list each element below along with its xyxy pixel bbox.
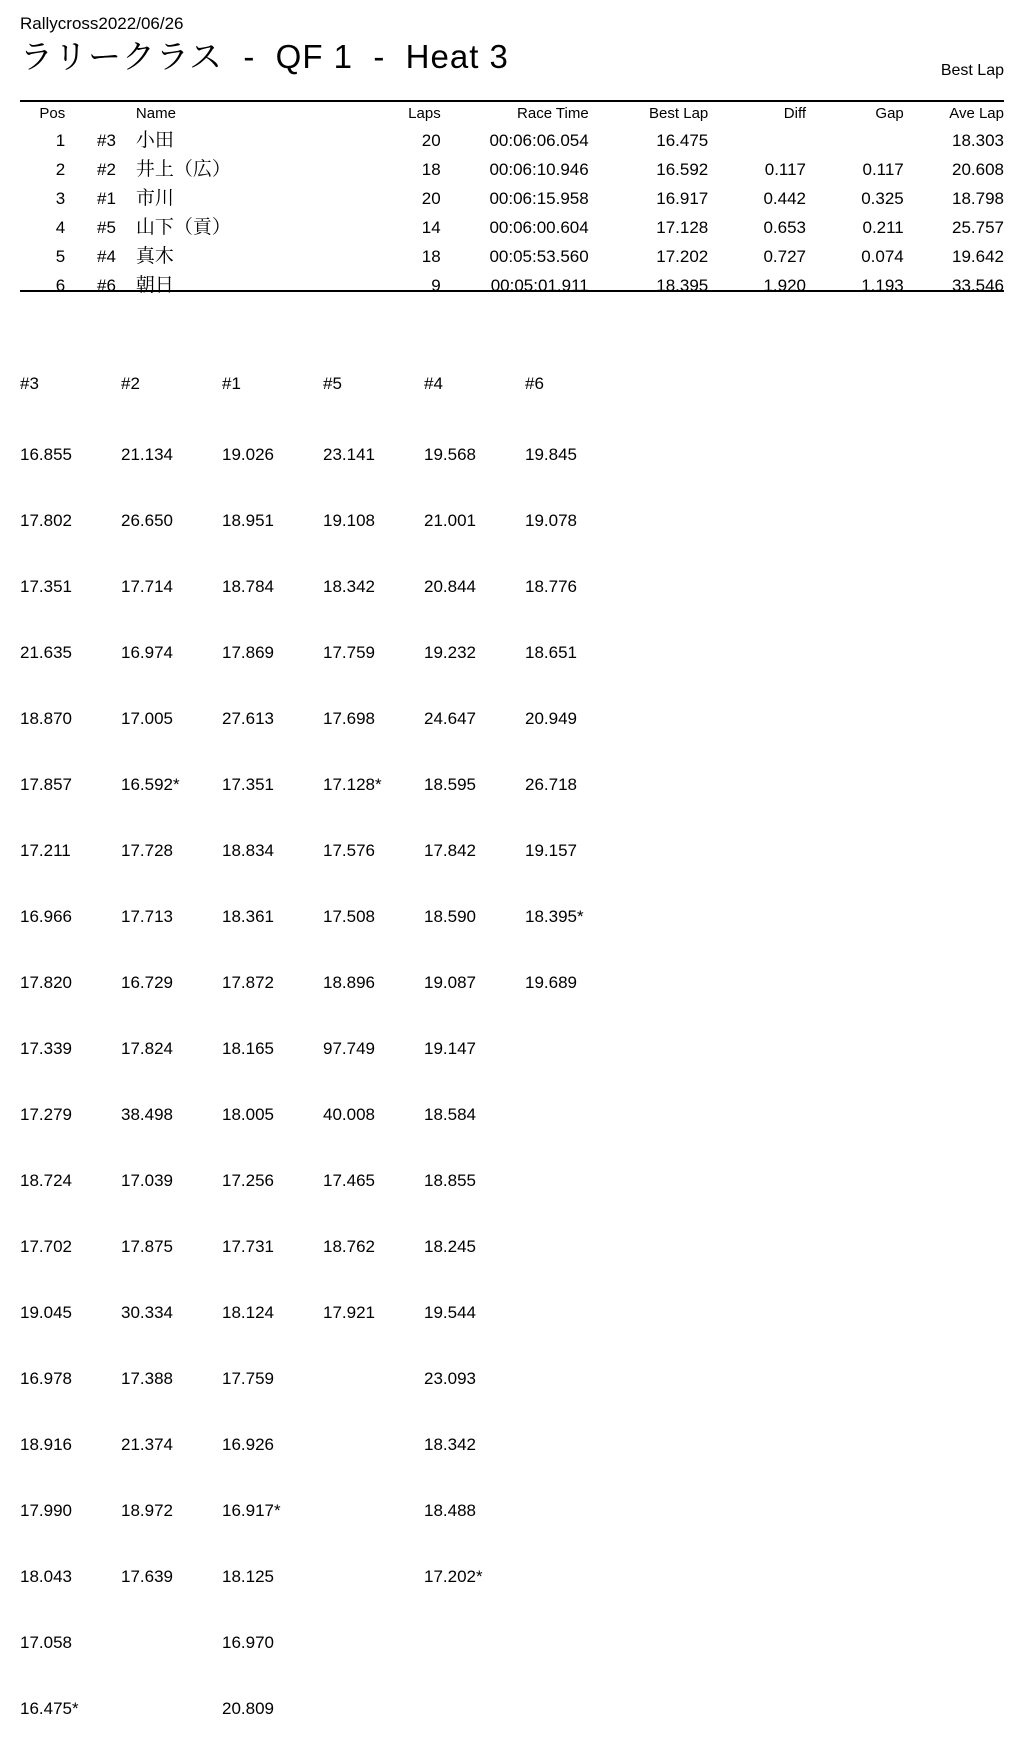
lap-time: 16.978 [20, 1369, 72, 1388]
cell-pos: 3 [55, 189, 66, 208]
cell-laps: 9 [431, 276, 441, 295]
column-header-pos: Pos [39, 105, 66, 122]
lap-time: 17.005 [121, 709, 173, 728]
lap-time: 16.966 [20, 907, 72, 926]
cell-racetime: 00:05:01.911 [490, 276, 589, 295]
cell-racetime: 00:06:06.054 [489, 131, 589, 150]
cell-car: #2 [96, 160, 116, 179]
lap-time: 19.845 [525, 445, 577, 464]
cell-avelap: 33.546 [952, 276, 1004, 295]
cell-diff: 0.442 [763, 189, 807, 208]
lap-time: 19.108 [323, 511, 375, 530]
cell-diff: 0.727 [763, 247, 807, 266]
lap-time: 19.087 [424, 973, 476, 992]
cell-gap [806, 127, 904, 156]
lap-column-car-6 [525, 330, 626, 1762]
lap-time: 18.651 [525, 643, 577, 662]
lap-time: 16.729 [121, 973, 173, 992]
cell-name: 市川 [135, 188, 174, 209]
lap-time: 17.759 [222, 1369, 274, 1388]
lap-column-car-label: #2 [121, 374, 140, 393]
lap-time: 18.834 [222, 841, 274, 860]
lap-time: 18.342 [424, 1435, 476, 1454]
page-title: ラリークラス - QF 1 - Heat 3 [20, 38, 509, 75]
cell-gap: 1.193 [861, 276, 904, 295]
cell-bestlap: 16.592 [656, 160, 709, 179]
lap-time: 17.921 [323, 1303, 375, 1322]
lap-time: 17.731 [222, 1237, 274, 1256]
cell-racetime: 00:05:53.560 [489, 247, 589, 266]
lap-time: 18.776 [525, 577, 577, 596]
lap-time: 16.970 [222, 1633, 274, 1652]
lap-time: 19.045 [20, 1303, 72, 1322]
table-row [20, 127, 1004, 156]
lap-column-car-label: #4 [424, 374, 443, 393]
lap-column-car-4 [424, 330, 525, 1762]
cell-laps: 20 [421, 131, 441, 150]
lap-time: 17.339 [20, 1039, 72, 1058]
cell-gap: 0.117 [862, 160, 904, 179]
lap-time: 17.639 [121, 1567, 173, 1586]
cell-gap: 0.211 [862, 218, 904, 237]
table-row [20, 272, 1004, 301]
lap-time: 18.342 [323, 577, 375, 596]
cell-avelap: 18.303 [952, 131, 1004, 150]
lap-time: 18.724 [20, 1171, 72, 1190]
lap-time: 16.974 [121, 643, 173, 662]
lap-time: 17.698 [323, 709, 375, 728]
lap-time: 17.869 [222, 643, 274, 662]
table-row [20, 214, 1004, 243]
lap-time: 17.256 [222, 1171, 274, 1190]
column-header-car [65, 104, 122, 127]
cell-laps: 18 [421, 247, 441, 266]
lap-time: 18.005 [222, 1105, 274, 1124]
table-row [20, 156, 1004, 185]
table-row [20, 243, 1004, 272]
lap-time: 17.759 [323, 643, 375, 662]
results-table [20, 104, 1004, 301]
cell-gap: 0.074 [861, 247, 904, 266]
column-header-racetime: Race Time [517, 105, 589, 122]
cell-bestlap: 17.202 [656, 247, 709, 266]
lap-time: 18.870 [20, 709, 72, 728]
lap-time: 18.951 [222, 511, 274, 530]
lap-time: 18.245 [424, 1237, 476, 1256]
lap-time: 17.702 [20, 1237, 72, 1256]
cell-racetime: 00:06:15.958 [489, 189, 589, 208]
lap-time: 17.058 [20, 1633, 72, 1652]
cell-avelap: 25.757 [952, 218, 1004, 237]
lap-time: 17.857 [20, 775, 72, 794]
cell-name: 朝日 [135, 275, 174, 296]
lap-time: 21.374 [121, 1435, 173, 1454]
column-header-gap: Gap [875, 105, 904, 122]
lap-time: 18.395* [525, 907, 584, 926]
cell-name: 小田 [135, 130, 174, 151]
lap-time: 18.595 [424, 775, 476, 794]
lap-time: 19.689 [525, 973, 577, 992]
cell-pos: 1 [55, 131, 66, 150]
page-header [20, 14, 1004, 79]
lap-time: 19.078 [525, 511, 577, 530]
lap-time: 17.824 [121, 1039, 173, 1058]
lap-time: 17.465 [323, 1171, 375, 1190]
lap-time: 16.917* [222, 1501, 281, 1520]
lap-time: 17.211 [20, 841, 71, 860]
cell-diff: 0.117 [764, 160, 807, 179]
lap-column-car-1 [222, 330, 323, 1762]
cell-car: #5 [96, 218, 116, 237]
lap-column-car-label: #1 [222, 374, 241, 393]
lap-time: 18.124 [222, 1303, 274, 1322]
cell-car: #6 [96, 276, 116, 295]
lap-time: 18.488 [424, 1501, 476, 1520]
lap-time: 19.157 [525, 841, 577, 860]
lap-time: 24.647 [424, 709, 476, 728]
lap-time: 17.802 [20, 511, 72, 530]
lap-time: 17.202* [424, 1567, 483, 1586]
cell-pos: 5 [55, 247, 66, 266]
lap-time: 18.762 [323, 1237, 375, 1256]
lap-time: 17.351 [20, 577, 72, 596]
best-lap-legend: Best Lap [940, 62, 1004, 79]
event-name: Rallycross2022/06/26 [20, 14, 184, 33]
cell-pos: 6 [55, 276, 66, 295]
cell-bestlap: 16.475 [656, 131, 709, 150]
lap-time: 20.844 [424, 577, 476, 596]
column-header-diff: Diff [783, 105, 807, 122]
cell-avelap: 18.798 [952, 189, 1004, 208]
lap-time: 20.809 [222, 1699, 274, 1718]
lap-time: 19.147 [424, 1039, 476, 1058]
lap-column-car-label: #6 [525, 374, 544, 393]
lap-time: 17.388 [121, 1369, 173, 1388]
lap-time: 18.125 [222, 1567, 274, 1586]
lap-time: 17.351 [222, 775, 274, 794]
cell-name: 井上（広） [135, 159, 231, 180]
lap-time: 17.508 [323, 907, 375, 926]
cell-car: #1 [96, 189, 116, 208]
lap-time: 18.584 [424, 1105, 476, 1124]
lap-time: 17.842 [424, 841, 476, 860]
lap-time: 18.855 [424, 1171, 476, 1190]
lap-column-car-2 [121, 330, 222, 1762]
lap-time: 16.592* [121, 775, 180, 794]
table-top-rule [20, 100, 1004, 102]
cell-diff: 1.920 [763, 276, 807, 295]
cell-pos: 2 [55, 160, 66, 179]
lap-time: 16.926 [222, 1435, 274, 1454]
lap-time: 18.896 [323, 973, 375, 992]
column-header-laps: Laps [408, 105, 441, 122]
cell-name: 山下（貢） [135, 217, 231, 238]
cell-car: #4 [96, 247, 116, 266]
cell-diff: 0.653 [763, 218, 807, 237]
lap-time: 23.093 [424, 1369, 476, 1388]
lap-time: 30.334 [121, 1303, 173, 1322]
lap-time: 17.990 [20, 1501, 72, 1520]
lap-time: 17.279 [20, 1105, 72, 1124]
lap-column-car-5 [323, 330, 424, 1762]
lap-time: 27.613 [222, 709, 274, 728]
lap-time: 23.141 [323, 445, 375, 464]
lap-time: 19.232 [424, 643, 476, 662]
cell-bestlap: 18.395 [656, 276, 709, 295]
cell-laps: 14 [421, 218, 441, 237]
lap-time: 17.820 [20, 973, 72, 992]
lap-time: 40.008 [323, 1105, 375, 1124]
lap-time: 21.134 [121, 445, 173, 464]
lap-column-car-label: #5 [323, 374, 342, 393]
lap-time: 17.039 [121, 1171, 173, 1190]
lap-time: 38.498 [121, 1105, 173, 1124]
cell-racetime: 00:06:00.604 [489, 218, 589, 237]
lap-time: 20.949 [525, 709, 577, 728]
table-row [20, 185, 1004, 214]
lap-time: 17.872 [222, 973, 274, 992]
cell-diff [708, 127, 806, 156]
lap-time: 19.026 [222, 445, 274, 464]
lap-time: 18.043 [20, 1567, 72, 1586]
lap-time: 17.875 [121, 1237, 173, 1256]
cell-bestlap: 16.917 [656, 189, 709, 208]
lap-time: 97.749 [323, 1039, 375, 1058]
lap-time: 17.714 [121, 577, 173, 596]
cell-name: 真木 [135, 246, 174, 267]
lap-time: 21.001 [424, 511, 476, 530]
lap-time: 16.475* [20, 1699, 79, 1718]
results-table-body [20, 127, 1004, 301]
cell-laps: 20 [421, 189, 441, 208]
cell-pos: 4 [55, 218, 66, 237]
lap-time: 21.635 [20, 643, 72, 662]
cell-racetime: 00:06:10.946 [489, 160, 589, 179]
cell-gap: 0.325 [861, 189, 904, 208]
lap-time: 17.576 [323, 841, 375, 860]
lap-column-car-3 [20, 330, 121, 1762]
table-header-row [20, 104, 1004, 127]
lap-time: 18.361 [222, 907, 274, 926]
lap-time: 17.728 [121, 841, 173, 860]
lap-times-section [20, 330, 626, 1762]
lap-time: 17.128* [323, 775, 382, 794]
cell-avelap: 20.608 [952, 160, 1004, 179]
lap-time: 26.650 [121, 511, 173, 530]
cell-car: #3 [96, 131, 116, 150]
lap-column-car-label: #3 [20, 374, 39, 393]
cell-avelap: 19.642 [952, 247, 1004, 266]
lap-time: 19.544 [424, 1303, 476, 1322]
cell-laps: 18 [421, 160, 441, 179]
lap-time: 26.718 [525, 775, 577, 794]
lap-time: 18.972 [121, 1501, 173, 1520]
lap-time: 18.165 [222, 1039, 274, 1058]
lap-time: 19.568 [424, 445, 476, 464]
column-header-bestlap: Best Lap [649, 105, 709, 122]
cell-bestlap: 17.128 [656, 218, 709, 237]
lap-time: 18.916 [20, 1435, 72, 1454]
lap-time: 18.784 [222, 577, 274, 596]
lap-time: 18.590 [424, 907, 476, 926]
lap-time: 17.713 [121, 907, 173, 926]
column-header-avelap: Ave Lap [949, 105, 1004, 122]
lap-time: 16.855 [20, 445, 72, 464]
title-row [20, 34, 1004, 79]
column-header-name: Name [135, 105, 176, 122]
